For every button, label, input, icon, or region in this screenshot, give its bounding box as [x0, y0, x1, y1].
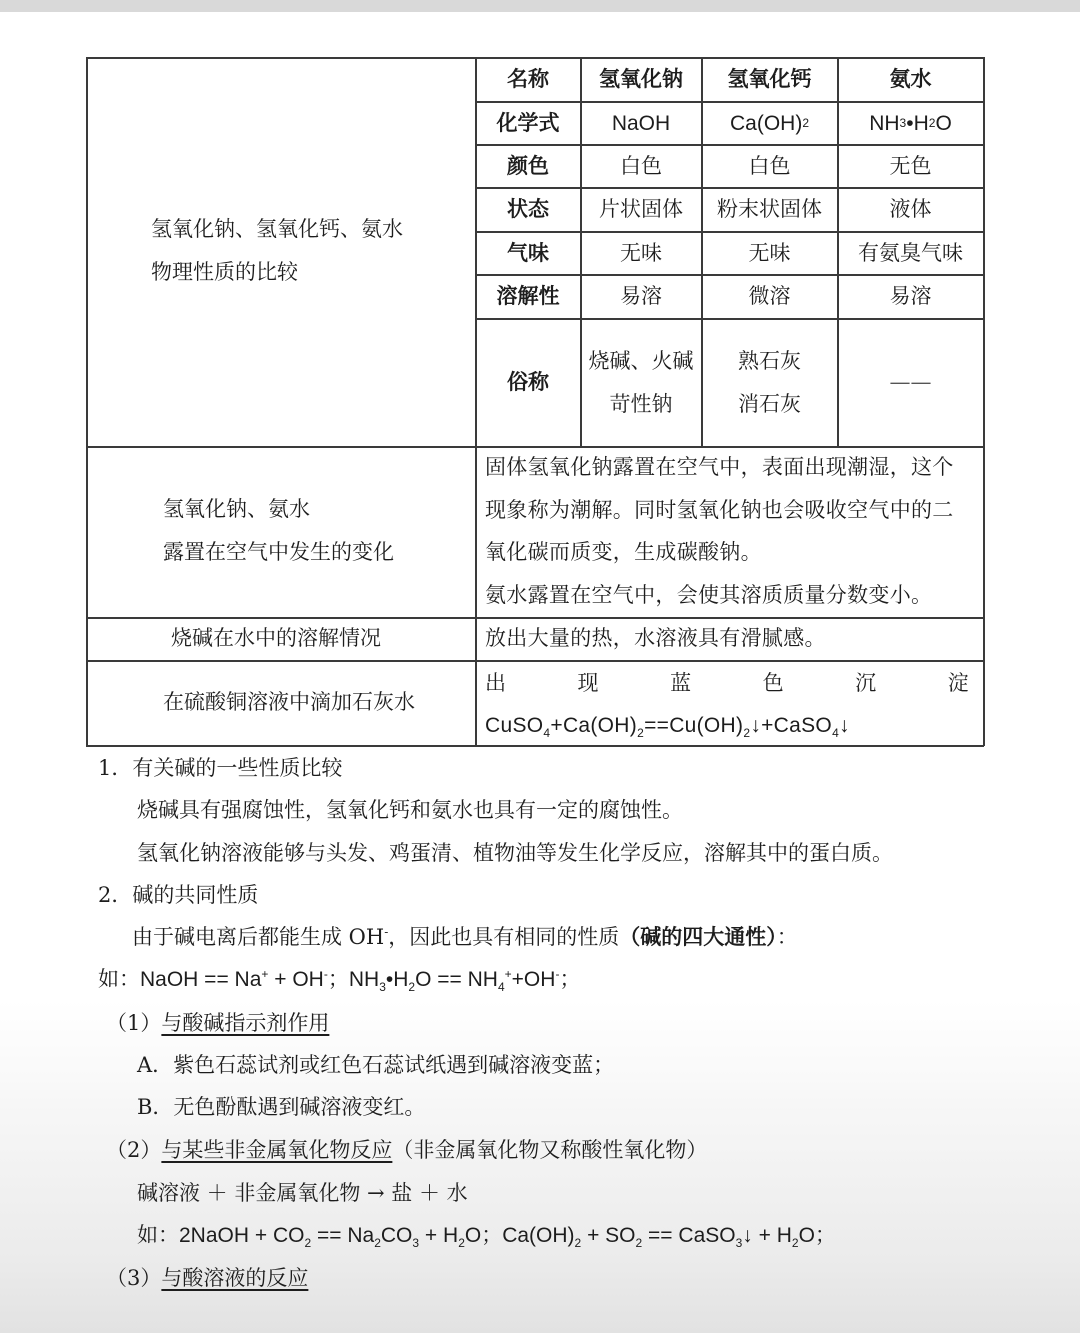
header-naoh: 氢氧化钠 — [599, 67, 683, 91]
heading-2: 2．碱的共同性质 — [98, 883, 259, 907]
heading-1: 1．有关碱的一些性质比较 — [98, 756, 343, 780]
item-1: （1）与酸碱指示剂作用 — [106, 1011, 330, 1035]
header-name: 名称 — [507, 67, 549, 91]
section2-title-line2: 露置在空气中发生的变化 — [163, 540, 394, 564]
state-caoh: 粉末状固体 — [717, 197, 822, 221]
row-label-common-name: 俗称 — [507, 370, 549, 394]
color-nh3: 无色 — [889, 153, 932, 178]
item-2a: 碱溶液 ＋ 非金属氧化物 → 盐 ＋ 水 — [137, 1181, 468, 1205]
section2-text-line4: 氨水露置在空气中，会使其溶质质量分数变小。 — [485, 583, 933, 607]
paragraph-2: 氢氧化钠溶液能够与头发、鸡蛋清、植物油等发生化学反应，溶解其中的蛋白质。 — [137, 841, 893, 865]
section1-title-line2: 物理性质的比较 — [151, 260, 298, 284]
paragraph-3: 由于碱电离后都能生成 OH-，因此也具有相同的性质（碱的四大通性）： — [132, 925, 798, 949]
solubility-caoh: 微溶 — [748, 284, 791, 308]
row-label-formula: 化学式 — [496, 110, 560, 135]
section1-title-line1: 氢氧化钠、氢氧化钙、氨水 — [151, 217, 403, 241]
common-name-nh3: —— — [889, 370, 932, 394]
state-naoh: 片状固体 — [599, 197, 683, 221]
solubility-nh3: 易溶 — [889, 284, 932, 308]
common-name-caoh: 熟石灰 消石灰 — [738, 348, 801, 416]
item-3: （3）与酸溶液的反应 — [106, 1266, 309, 1290]
section2-text-line3: 氧化碳而质变，生成碳酸钠。 — [485, 540, 762, 564]
state-nh3: 液体 — [889, 197, 932, 221]
item-1b: B．无色酚酞遇到碱溶液变红。 — [137, 1095, 426, 1119]
item-1a: A．紫色石蕊试剂或红色石蕊试纸遇到碱溶液变蓝； — [137, 1053, 615, 1077]
odor-caoh: 无味 — [748, 240, 791, 265]
odor-nh3: 有氨臭气味 — [858, 240, 963, 265]
common-name-naoh: 烧碱、火碱 苛性钠 — [588, 348, 694, 416]
section2-title-line1: 氢氧化钠、氨水 — [163, 497, 310, 521]
formula-naoh: NaOH — [611, 111, 671, 135]
section4-observation: 出 现 蓝 色 沉 淀 — [485, 671, 969, 695]
item-2b-equations: 如：2NaOH + $CO_2 == Na_2CO_3 + H_2O$；$Ca(OH)_2 + SO_2$ == CaSO$_3$↓ + $H_2O$； — [137, 1224, 836, 1251]
solubility-naoh: 易溶 — [620, 284, 662, 308]
row-label-state: 状态 — [507, 197, 549, 221]
ionization-equations: 如：NaOH == Na+ + OH-；$NH_3•H_2O == NH_4^++OH^-$； — [98, 967, 581, 995]
section4-equation: $CuSO_4+Ca(OH)_2==Cu(OH)_2↓+CaSO_4↓$ — [485, 714, 850, 741]
header-nh3: 氨水 — [889, 67, 932, 91]
section3-title: 烧碱在水中的溶解情况 — [171, 626, 381, 650]
row-label-odor: 气味 — [507, 240, 549, 265]
item-2: （2）与某些非金属氧化物反应（非金属氧化物又称酸性氧化物） — [106, 1138, 708, 1162]
color-caoh: 白色 — [748, 153, 791, 178]
row-label-solubility: 溶解性 — [496, 284, 560, 308]
formula-caoh: Ca(OH) 2 — [729, 111, 810, 135]
formula-nh3: NH 3 •H 2 O — [869, 111, 952, 135]
color-naoh: 白色 — [620, 153, 662, 178]
section2-text-line2: 现象称为潮解。同时氢氧化钠也会吸收空气中的二 — [485, 498, 954, 522]
section3-text: 放出大量的热，水溶液具有滑腻感。 — [485, 626, 826, 650]
odor-naoh: 无味 — [620, 240, 662, 265]
row-label-color: 颜色 — [507, 153, 549, 178]
paragraph-1: 烧碱具有强腐蚀性，氢氧化钙和氨水也具有一定的腐蚀性。 — [137, 798, 683, 822]
section4-title: 在硫酸铜溶液中滴加石灰水 — [163, 690, 415, 714]
section2-text-line1: 固体氢氧化钠露置在空气中，表面出现潮湿，这个 — [485, 455, 954, 479]
header-caoh: 氢氧化钙 — [727, 67, 812, 91]
